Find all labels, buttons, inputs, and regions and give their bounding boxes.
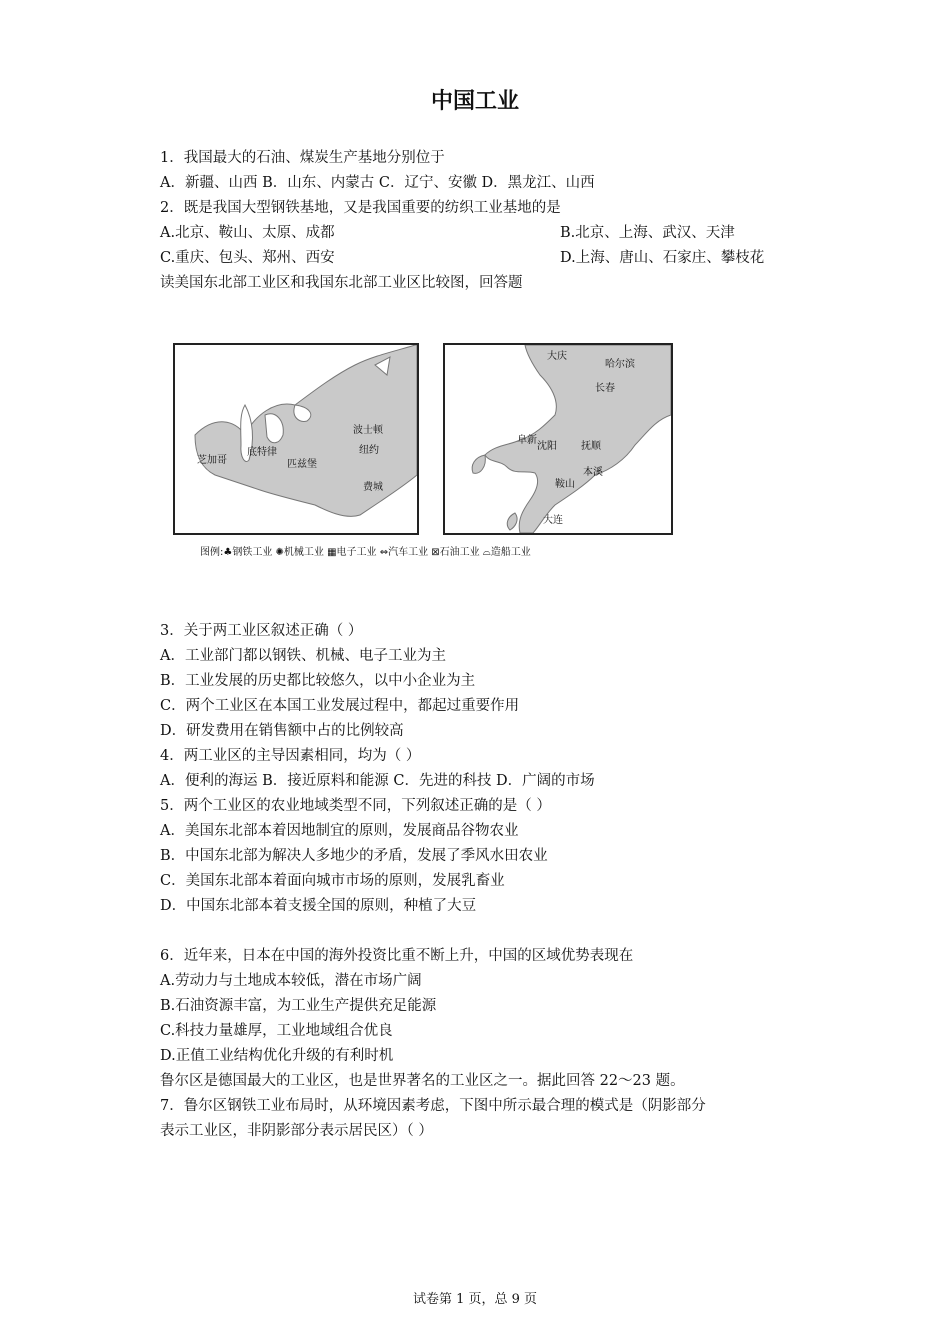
us-map-shape <box>175 345 417 533</box>
map-legend: 图例:♣钢铁工业 ✺机械工业 ▦电子工业 ⇔汽车工业 ⊠石油工业 ⌓造船工业 <box>200 547 531 558</box>
q2-option-c: C.重庆、包头、郑州、西安 <box>160 250 335 266</box>
q2-option-d: D.上海、唐山、石家庄、攀枝花 <box>560 250 765 266</box>
q7-stem-line1: 7．鲁尔区钢铁工业布局时，从环境因素考虑，下图中所示最合理的模式是（阴影部分 <box>160 1098 706 1114</box>
label-daqing: 大庆 <box>547 351 567 362</box>
label-fuxin: 阜新 <box>517 435 537 446</box>
q3-option-a: A．工业部门都以钢铁、机械、电子工业为主 <box>160 648 446 664</box>
q1-options: A．新疆、山西 B．山东、内蒙古 C．辽宁、安徽 D．黑龙江、山西 <box>160 175 595 191</box>
q3-option-b: B．工业发展的历史都比较悠久，以中小企业为主 <box>160 673 476 689</box>
q3-stem: 3．关于两工业区叙述正确（ ） <box>160 623 363 639</box>
q5-option-d: D．中国东北部本着支援全国的原则，种植了大豆 <box>160 898 477 914</box>
label-shenyang: 沈阳 <box>537 441 557 452</box>
q7-stem-line2: 表示工业区，非阴影部分表示居民区）（ ） <box>160 1123 433 1139</box>
label-fushun: 抚顺 <box>581 441 601 452</box>
q6-option-a: A.劳动力与土地成本较低，潜在市场广阔 <box>160 973 422 989</box>
ruhr-intro: 鲁尔区是德国最大的工业区，也是世界著名的工业区之一。据此回答 22～23 题。 <box>160 1073 685 1089</box>
china-northeast-map <box>443 343 673 535</box>
label-detroit: 底特律 <box>247 447 277 458</box>
q2-option-a: A.北京、鞍山、太原、成都 <box>160 225 335 241</box>
q5-option-a: A．美国东北部本着因地制宜的原则，发展商品谷物农业 <box>160 823 519 839</box>
q6-stem: 6．近年来，日本在中国的海外投资比重不断上升，中国的区域优势表现在 <box>160 948 634 964</box>
label-dalian: 大连 <box>543 515 563 526</box>
label-newyork: 纽约 <box>359 445 379 456</box>
label-pittsburgh: 匹兹堡 <box>287 459 317 470</box>
q3-option-d: D．研发费用在销售额中占的比例较高 <box>160 723 404 739</box>
q6-option-c: C.科技力量雄厚，工业地域组合优良 <box>160 1023 393 1039</box>
label-anshan: 鞍山 <box>555 479 575 490</box>
q3-option-c: C．两个工业区在本国工业发展过程中，都起过重要作用 <box>160 698 520 714</box>
map-intro: 读美国东北部工业区和我国东北部工业区比较图，回答题 <box>160 275 523 291</box>
q2-stem: 2．既是我国大型钢铁基地，又是我国重要的纺织工业基地的是 <box>160 200 561 216</box>
china-map-shape <box>445 345 671 533</box>
page-title: 中国工业 <box>430 89 519 114</box>
us-northeast-map <box>173 343 419 535</box>
q2-option-b: B.北京、上海、武汉、天津 <box>560 225 735 241</box>
q6-option-b: B.石油资源丰富，为工业生产提供充足能源 <box>160 998 437 1014</box>
q4-options: A．便利的海运 B．接近原料和能源 C．先进的科技 D．广阔的市场 <box>160 773 595 789</box>
q5-stem: 5．两个工业区的农业地域类型不同，下列叙述正确的是（ ） <box>160 798 551 814</box>
q5-option-b: B．中国东北部为解决人多地少的矛盾，发展了季风水田农业 <box>160 848 548 864</box>
page-footer: 试卷第 1 页，总 9 页 <box>412 1292 538 1307</box>
comparison-figure <box>170 340 680 565</box>
label-chicago: 芝加哥 <box>197 455 227 466</box>
label-benxi: 本溪 <box>583 467 603 478</box>
label-boston: 波士顿 <box>353 425 383 436</box>
q1-stem: 1．我国最大的石油、煤炭生产基地分别位于 <box>160 150 445 166</box>
label-philadelphia: 费城 <box>363 482 383 493</box>
label-changchun: 长春 <box>595 383 615 394</box>
q5-option-c: C．美国东北部本着面向城市市场的原则，发展乳畜业 <box>160 873 505 889</box>
q6-option-d: D.正值工业结构优化升级的有利时机 <box>160 1048 394 1064</box>
label-harbin: 哈尔滨 <box>605 359 635 370</box>
q4-stem: 4．两工业区的主导因素相同，均为（ ） <box>160 748 421 764</box>
